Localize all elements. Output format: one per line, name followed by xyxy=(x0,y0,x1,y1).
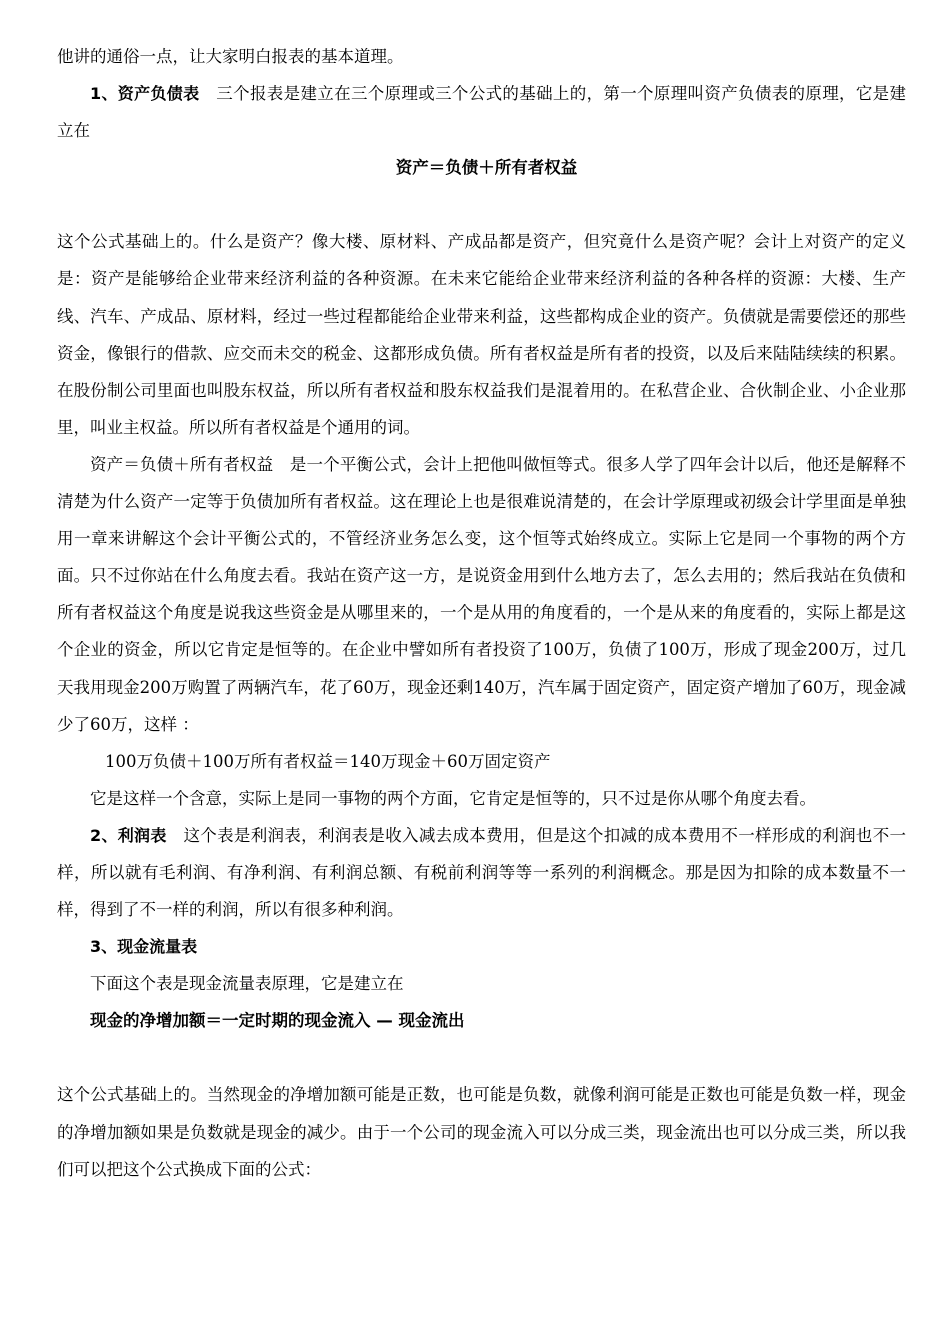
section-1-lead: 三个报表是建立在三个原理或三个公式的基础上的，第一个原理叫资产负债表的原理，它是建立在 xyxy=(57,84,907,141)
section-1-body-2: 资产＝负债＋所有者权益 是一个平衡公式，会计上把他叫做恒等式。很多人学了四年会计以后，他还是解释不清楚为什么资产一定等于负债加所有者权益。这在理论上也是很难说清楚的，在会计学原理或初级会计学里面是单独用一章来讲解这个会计平衡公式的，不管经济业务怎么变，这个恒等式始终成立。实际上它是同一个事物的两个方面。只不过你站在什么角度去看。我站在资产这一方，是说资金用到什么地方去了，怎么去用的；然后我站在负债和所有者权益这个角度是说我这些资金是从哪里来的，一个是从用的角度看的，一个是从来的角度看的，实际上都是这个企业的资金，所以它肯定是恒等的。在企业中譬如所有者投资了100万，负债了100万，形成了现金200万，过几天我用现金200万购置了两辆汽车，花了60万，现金还剩140万，汽车属于固定资产，固定资产增加了60万，现金减少了60万，这样 ： xyxy=(57,454,906,734)
section-1-body-3: 它是这样一个含意，实际上是同一事物的两个方面，它肯定是恒等的，只不过是你从哪个角度去看。 xyxy=(90,788,816,808)
section-3-lead: 下面这个表是现金流量表原理，它是建立在 xyxy=(90,974,404,994)
section-3-title: 3、现金流量表 xyxy=(90,937,198,957)
section-3-heading xyxy=(57,928,906,965)
blank-line xyxy=(57,186,906,223)
section-1-body-1: 这个公式基础上的。什么是资产？像大楼、原材料、产成品都是资产，但究竟什么是资产呢？会计上对资产的定义是：资产是能够给企业带来经济利益的各种资源。在未来它能给企业带来经济利益的各种各样的资源：大楼、生产线、汽车、产成品、原材料，经过一些过程都能给企业带来利益，这些都构成企业的资产。负债就是需要偿还的那些资金，像银行的借款、应交而未交的税金、这都形成负债。所有者权益是所有者的投资，以及后来陆陆续续的积累。在股份制公司里面也叫股东权益，所以所有者权益和股东权益我们是混着用的。在私营企业、合伙制企业、小企业那里，叫业主权益。所以所有者权益是个通用的词。 xyxy=(57,232,906,437)
section-3-body: 这个公式基础上的。当然现金的净增加额可能是正数，也可能是负数，就像利润可能是正数也可能是负数一样，现金的净增加额如果是负数就是现金的减少。由于一个公司的现金流入可以分成三类，现金流出也可以分成三类，所以我们可以把这个公式换成下面的公式： xyxy=(57,1085,906,1179)
section-2-body: 这个表是利润表，利润表是收入减去成本费用，但是这个扣减的成本费用不一样形成的利润也不一样，所以就有毛利润、有净利润、有利润总额、有税前利润等等一系列的利润概念。那是因为扣除的成本数量不一样，得到了不一样的利润，所以有很多种利润。 xyxy=(57,825,907,920)
section-2-paragraph xyxy=(57,817,906,928)
section-1-lead-paragraph xyxy=(57,75,906,149)
section-2-title: 2、利润表 xyxy=(90,825,167,845)
intro-paragraph: 他讲的通俗一点，让大家明白报表的基本道理。 xyxy=(57,47,404,66)
blank-line-2 xyxy=(57,1039,906,1076)
balance-sheet-formula: 资产＝负债＋所有者权益 xyxy=(395,158,578,178)
section-1-title: 1、资产负债表 xyxy=(90,84,200,104)
balance-example-equation: 100万负债＋100万所有者权益＝140万现金＋60万固定资产 xyxy=(105,751,551,771)
cash-flow-formula: 现金的净增加额＝一定时期的现金流入 — 现金流出 xyxy=(90,1011,465,1031)
